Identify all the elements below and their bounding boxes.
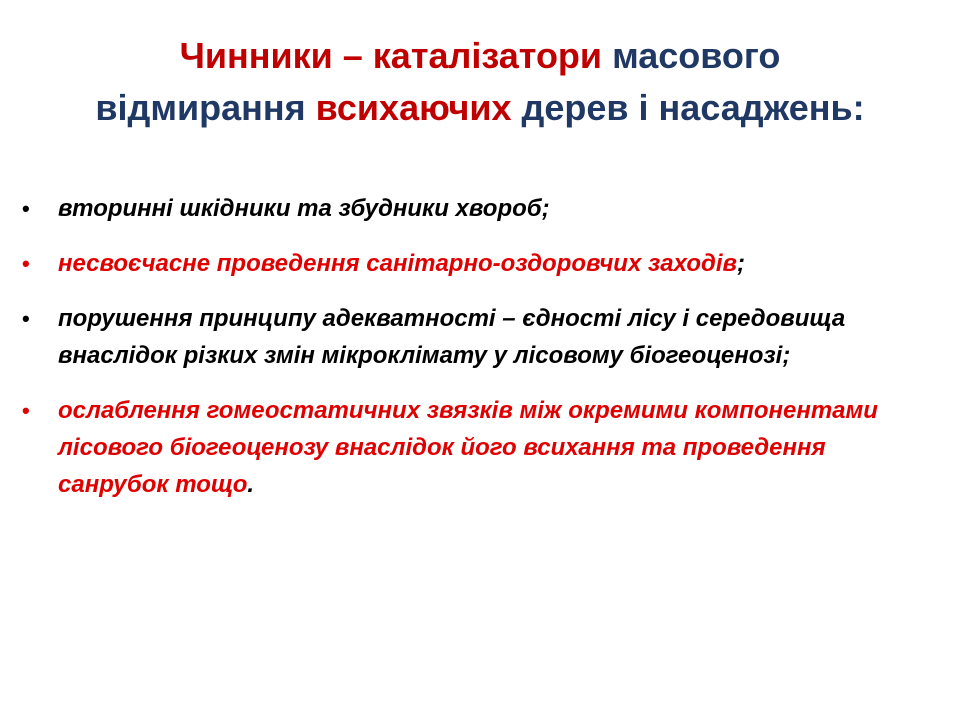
bullet-item-adequacy-principle xyxy=(22,300,922,374)
title-part-dieback: відмирання xyxy=(95,87,316,128)
bullet-text-punctuation: ; xyxy=(736,250,745,277)
bullet-dot-icon: • xyxy=(22,251,30,276)
bullet-dot-icon: • xyxy=(22,306,30,331)
bullet-item-sanitary-measures xyxy=(22,245,922,282)
bullet-text-punctuation: . xyxy=(247,471,255,498)
slide-title xyxy=(20,30,940,134)
title-part-mass: масового xyxy=(602,35,781,76)
bullet-text-red: ослаблення гомеостатичних звязків між окремими компонентами лісового біогеоценозу внаслідок його всихання та проведення санрубок тощо xyxy=(58,397,878,498)
bullet-dot-icon: • xyxy=(22,196,30,221)
title-part-catalysts: Чинники – каталізатори xyxy=(179,35,603,76)
bullet-list xyxy=(22,190,922,521)
bullet-text-red: несвоєчасне проведення санітарно-оздоровчих заходів xyxy=(58,250,737,277)
bullet-item-homeostatic-links xyxy=(22,392,922,503)
bullet-dot-icon: • xyxy=(22,398,30,423)
bullet-text: порушення принципу адекватності – єдності лісу і середовища внаслідок різких змін мікроклімату у лісовому біогеоценозі; xyxy=(58,305,846,369)
bullet-text: вторинні шкідники та збудники хвороб; xyxy=(58,195,550,222)
title-part-trees: дерев і насаджень: xyxy=(511,87,865,128)
bullet-item-secondary-pests xyxy=(22,190,922,227)
title-part-drying: всихаючих xyxy=(315,87,512,128)
